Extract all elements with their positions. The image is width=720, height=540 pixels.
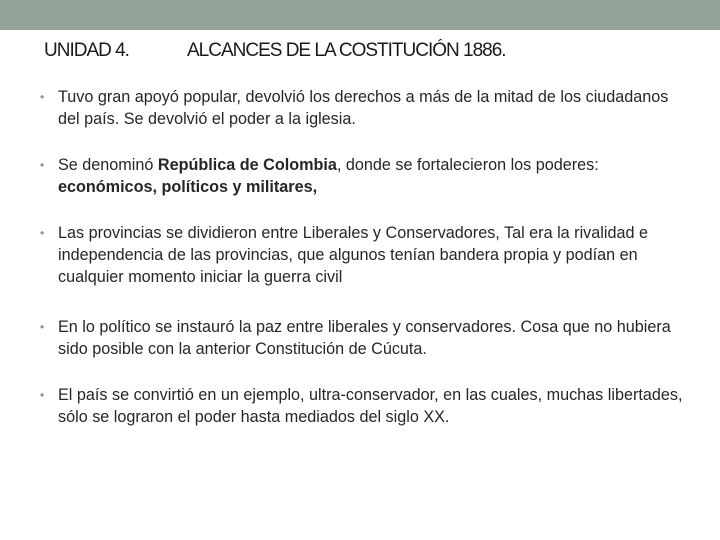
bullet-item (38, 316, 688, 360)
bullet-item (38, 154, 688, 198)
bullet-text: En lo político se instauró la paz entre liberales y conservadores. Cosa que no hubiera sido posible con la anterior Constitución de Cúcuta. (58, 318, 671, 358)
bullet-icon: • (40, 320, 45, 334)
bullet-text: , donde se fortalecieron los poderes: (336, 156, 599, 174)
bullet-icon: • (40, 158, 45, 172)
bullet-icon: • (40, 226, 45, 240)
bullet-item (38, 384, 688, 428)
bullet-text: Las provincias se dividieron entre Liberales y Conservadores, Tal era la rivalidad e independencia de las provincias, que algunos tenían bandera propia y podían en cualquier momento iniciar la guerra civil (58, 224, 648, 286)
bullet-list (38, 86, 688, 452)
top-accent-bar (0, 0, 720, 30)
bullet-text: Se denominó (58, 156, 158, 174)
emphasis-powers: económicos, políticos y militares, (58, 178, 318, 196)
bullet-item (38, 86, 688, 130)
slide-title (44, 40, 684, 70)
bullet-icon: • (40, 388, 45, 402)
bullet-item (38, 222, 688, 288)
unit-label: UNIDAD 4. (44, 40, 129, 61)
emphasis-republic-name: República de Colombia (157, 156, 337, 174)
topic-title: ALCANCES DE LA COSTITUCIÓN 1886. (187, 40, 506, 61)
bullet-icon: • (40, 90, 45, 104)
bullet-text: El país se convirtió en un ejemplo, ultra-conservador, en las cuales, muchas libertades, sólo se lograron el poder hasta mediados del siglo XX. (58, 386, 683, 426)
bullet-text: Tuvo gran apoyó popular, devolvió los derechos a más de la mitad de los ciudadanos del país. Se devolvió el poder a la iglesia. (58, 88, 669, 128)
